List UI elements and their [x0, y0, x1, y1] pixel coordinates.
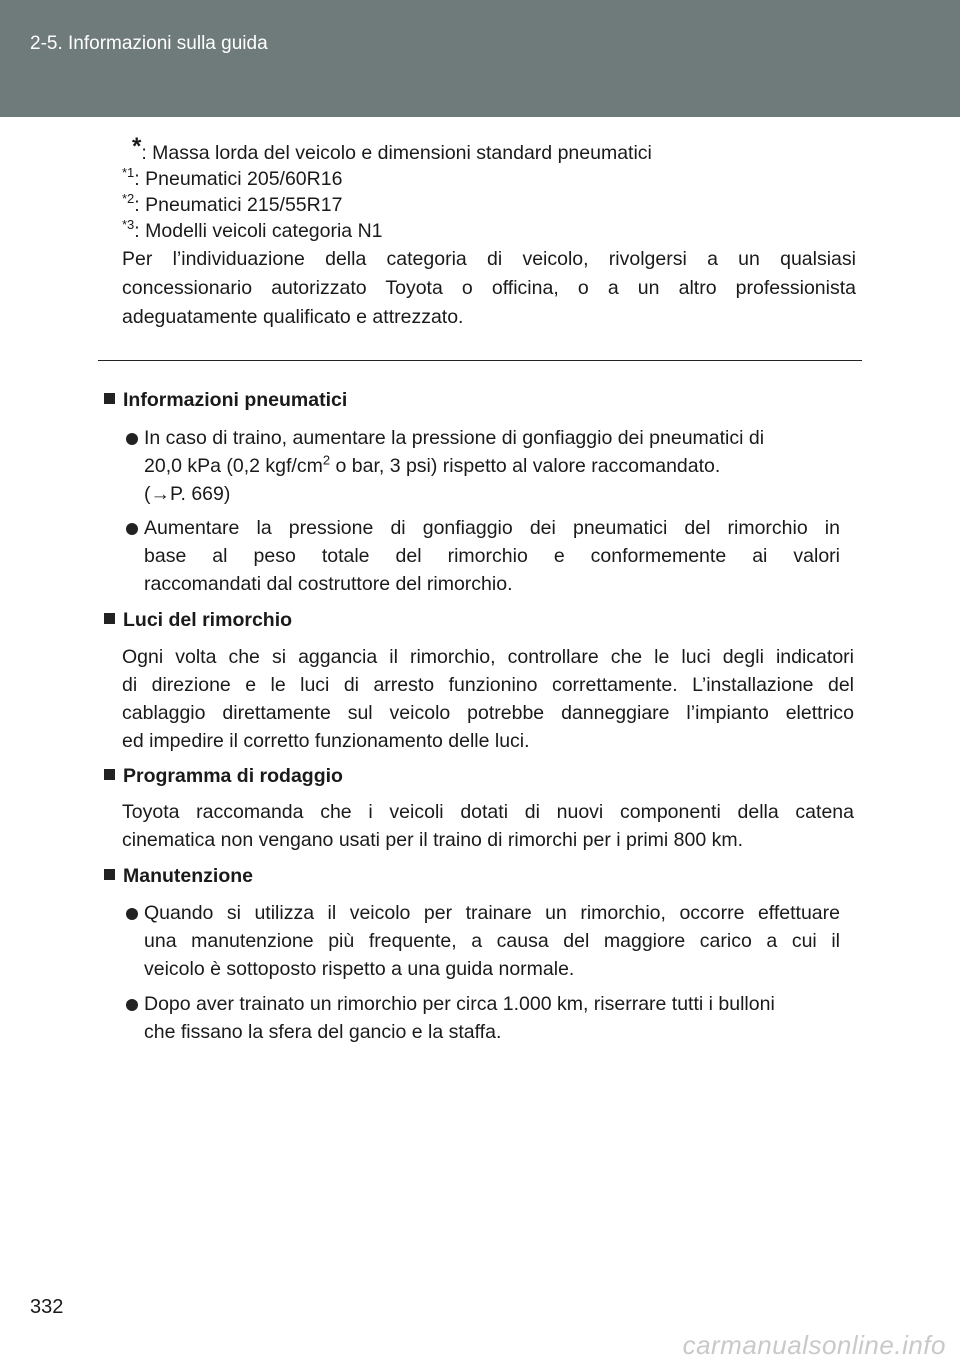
round-bullet-icon [126, 433, 138, 445]
round-bullet-icon [126, 523, 138, 535]
footnote-mark: *3 [122, 216, 135, 232]
section-title: 2-5. Informazioni sulla guida [30, 33, 268, 54]
square-bullet-icon [104, 769, 115, 780]
footnote-para-line: adeguatamente qualificato e attrezzato. [122, 306, 464, 328]
footnote-para-line: Per l’individuazione della categoria di veicolo, rivolgersi a un qualsiasi [122, 248, 856, 270]
footnote-mark: * [132, 133, 142, 160]
bullet-retighten-bolts: Dopo aver trainato un rimorchio per circa 1.000 km, riserrare tutti i bulloni che fissano la sfera del gancio e la staffa. [126, 990, 840, 1046]
paragraph-lights: Ogni volta che si aggancia il rimorchio, controllare che le luci degli indicatori di direzione e le luci di arresto funzionino correttamente. L’installazione del cablaggio direttamente sul veicolo potrebbe danneggiare l’impianto elettrico ed impedire il corretto funzionamento delle luci. [122, 646, 854, 752]
heading-maintenance: Manutenzione [104, 865, 253, 888]
square-bullet-icon [104, 393, 115, 404]
round-bullet-icon [126, 908, 138, 920]
heading-tyres: Informazioni pneumatici [104, 389, 347, 412]
footnote-1: $^{*1}$: Pneumatici 205/60R16 [122, 164, 343, 190]
square-bullet-icon [104, 613, 115, 624]
footnote-gross-mass: *: Massa lorda del veicolo e dimensioni standard pneumatici [132, 133, 652, 164]
round-bullet-icon [126, 999, 138, 1011]
bullet-maintenance-frequency: Quando si utilizza il veicolo per trainare un rimorchio, occorre effettuare una manutenzione più frequente, a causa del maggiore carico a cui il veicolo è sottoposto rispetto a una guida normale. [126, 899, 840, 983]
footnote-mark: *2 [122, 190, 135, 206]
page-header [0, 0, 960, 117]
paragraph-breakin: Toyota raccomanda che i veicoli dotati di nuovi componenti della catena cinematica non vengano usati per il traino di rimorchi per i primi 800 km. [122, 801, 854, 851]
watermark: carmanualsonline.info [682, 1330, 946, 1360]
heading-lights: Luci del rimorchio [104, 609, 292, 632]
footnote-2: $^{*2}$: Pneumatici 215/55R17 [122, 190, 343, 216]
footnotes [122, 133, 856, 332]
footnote-para-line: concessionario autorizzato Toyota o officina, o a un altro professionista [122, 277, 856, 299]
bullet-trailer-tyres: Aumentare la pressione di gonfiaggio dei pneumatici del rimorchio in base al peso totale del rimorchio e conformemente ai valori raccomandati dal costruttore del rimorchio. [126, 514, 840, 598]
section-divider [98, 360, 862, 361]
heading-breakin: Programma di rodaggio [104, 765, 343, 788]
footnote-mark: *1 [122, 164, 135, 180]
bullet-tyre-pressure: In caso di traino, aumentare la pressione di gonfiaggio dei pneumatici di 20,0 kPa (0,2 kgf/$cm^2$ o bar, 3 psi) rispetto al valore raccomandato. (→P. 669) [126, 424, 840, 508]
page-reference: (→P. 669) [144, 483, 231, 505]
square-bullet-icon [104, 869, 115, 880]
footnote-3: $^{*3}$: Modelli veicoli categoria N1 [122, 216, 383, 242]
page-number: 332 [30, 1296, 64, 1318]
